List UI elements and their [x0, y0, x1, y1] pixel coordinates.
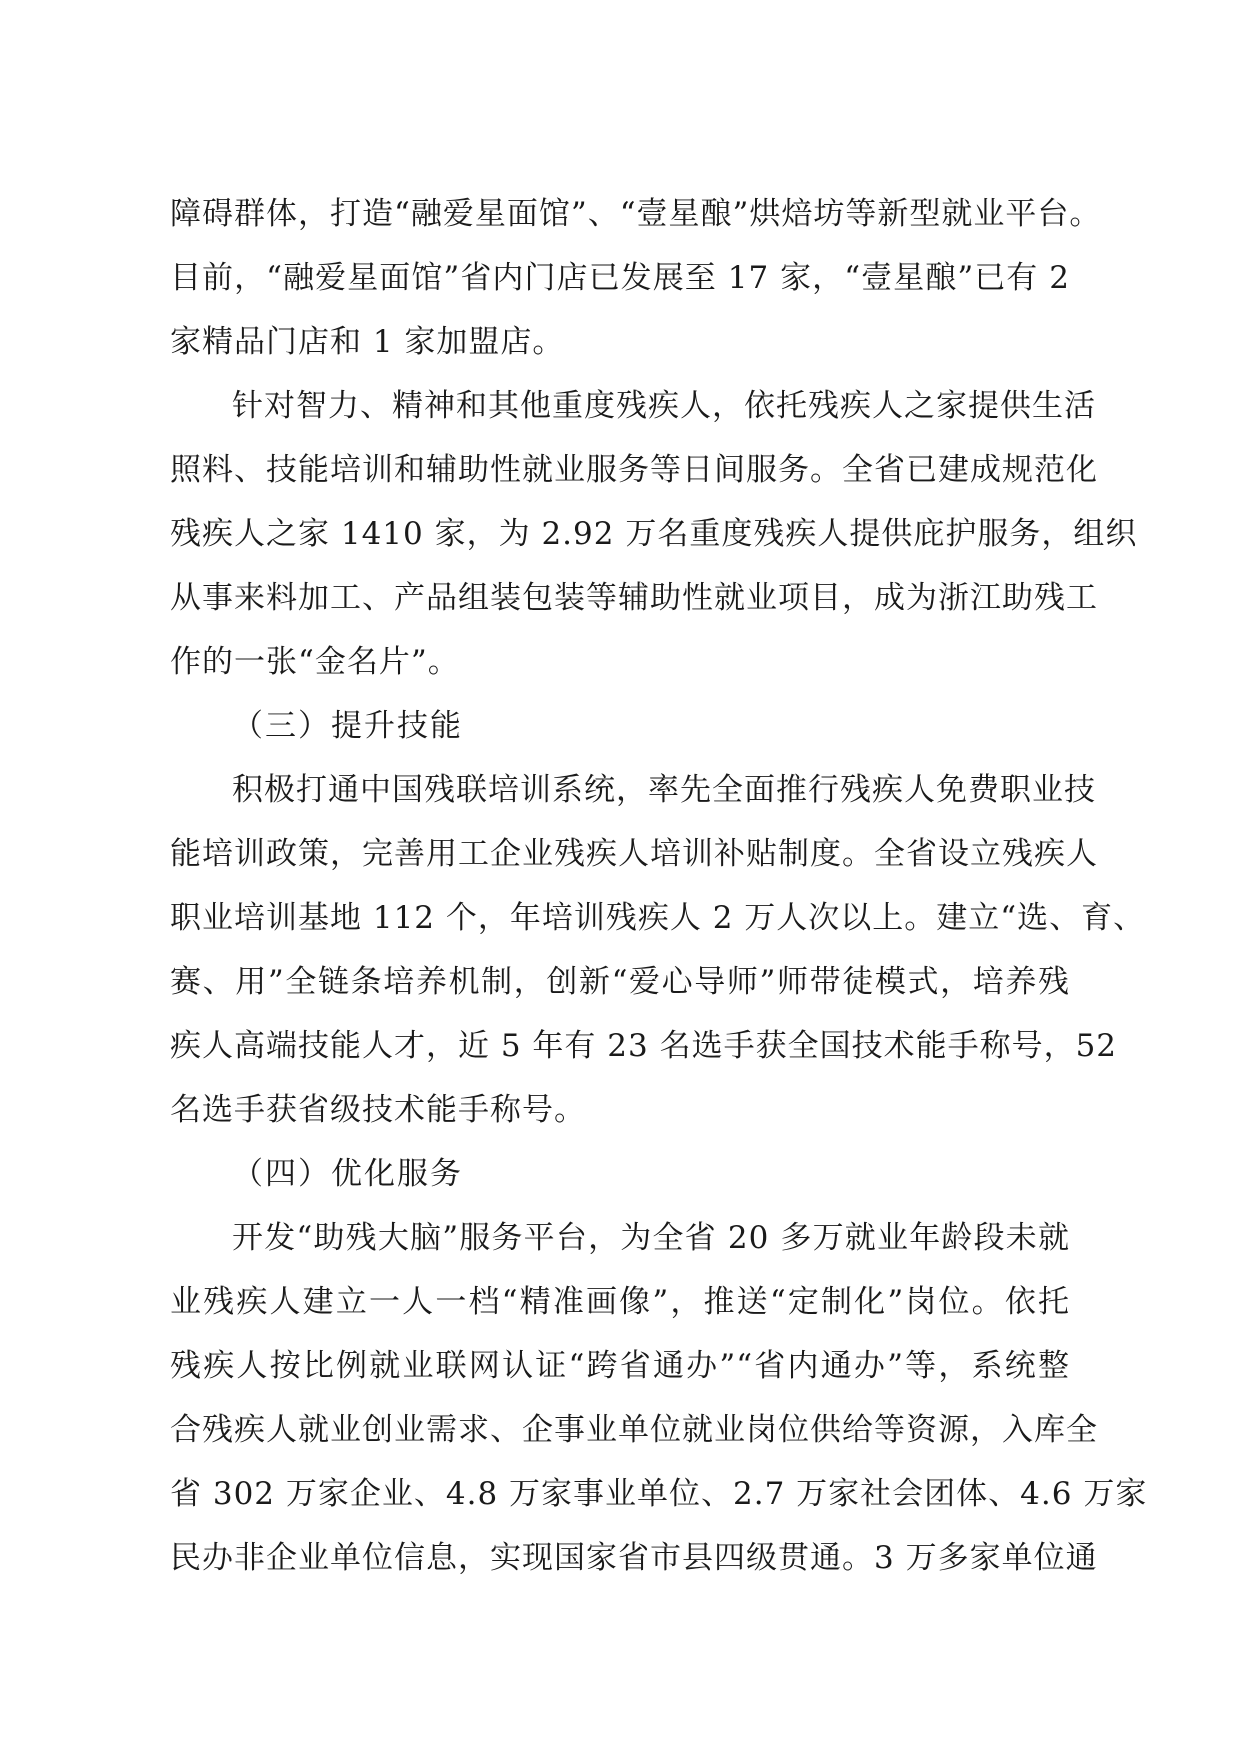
body-paragraph [170, 1206, 1148, 1590]
text-line: 赛、用”全链条培养机制，创新“爱心导师”师带徒模式，培养残 [170, 964, 1070, 1000]
text-line: 开发“助残大脑”服务平台，为全省 20 多万就业年龄段未就 [232, 1220, 1070, 1256]
section-heading: （四）优化服务 [232, 1156, 463, 1192]
text-line: 照料、技能培训和辅助性就业服务等日间服务。全省已建成规范化 [170, 452, 1098, 488]
text-line: 业残疾人建立一人一档“精准画像”，推送“定制化”岗位。依托 [170, 1284, 1070, 1320]
text-line: 针对智力、精神和其他重度残疾人，依托残疾人之家提供生活 [232, 388, 1096, 424]
section-heading: （三）提升技能 [232, 708, 463, 744]
text-line: 合残疾人就业创业需求、企事业单位就业岗位供给等资源，入库全 [170, 1412, 1098, 1448]
text-line: 省 302 万家企业、4.8 万家事业单位、2.7 万家社会团体、4.6 万家 [170, 1476, 1148, 1512]
text-line: 残疾人之家 1410 家，为 2.92 万名重度残疾人提供庇护服务，组织 [170, 516, 1138, 552]
body-paragraph [170, 374, 1138, 694]
text-line: 家精品门店和 1 家加盟店。 [170, 324, 565, 360]
text-line: 作的一张“金名片”。 [170, 644, 460, 680]
text-line: 目前，“融爱星面馆”省内门店已发展至 17 家，“壹星酿”已有 2 [170, 260, 1070, 296]
text-line: 残疾人按比例就业联网认证“跨省通办”“省内通办”等，系统整 [170, 1348, 1070, 1384]
body-paragraph [170, 758, 1146, 1142]
text-line: 从事来料加工、产品组装包装等辅助性就业项目，成为浙江助残工 [170, 580, 1098, 616]
text-line: 积极打通中国残联培训系统，率先全面推行残疾人免费职业技 [232, 772, 1096, 808]
document-body [170, 182, 1148, 1590]
body-paragraph [170, 182, 1102, 374]
text-line: 障碍群体，打造“融爱星面馆”、“壹星酿”烘焙坊等新型就业平台。 [170, 196, 1102, 232]
text-line: 能培训政策，完善用工企业残疾人培训补贴制度。全省设立残疾人 [170, 836, 1098, 872]
text-line: 职业培训基地 112 个，年培训残疾人 2 万人次以上。建立“选、育、 [170, 900, 1146, 936]
text-line: 疾人高端技能人才，近 5 年有 23 名选手获全国技术能手称号，52 [170, 1028, 1118, 1064]
text-line: 民办非企业单位信息，实现国家省市县四级贯通。3 万多家单位通 [170, 1540, 1098, 1576]
text-line: 名选手获省级技术能手称号。 [170, 1092, 586, 1128]
